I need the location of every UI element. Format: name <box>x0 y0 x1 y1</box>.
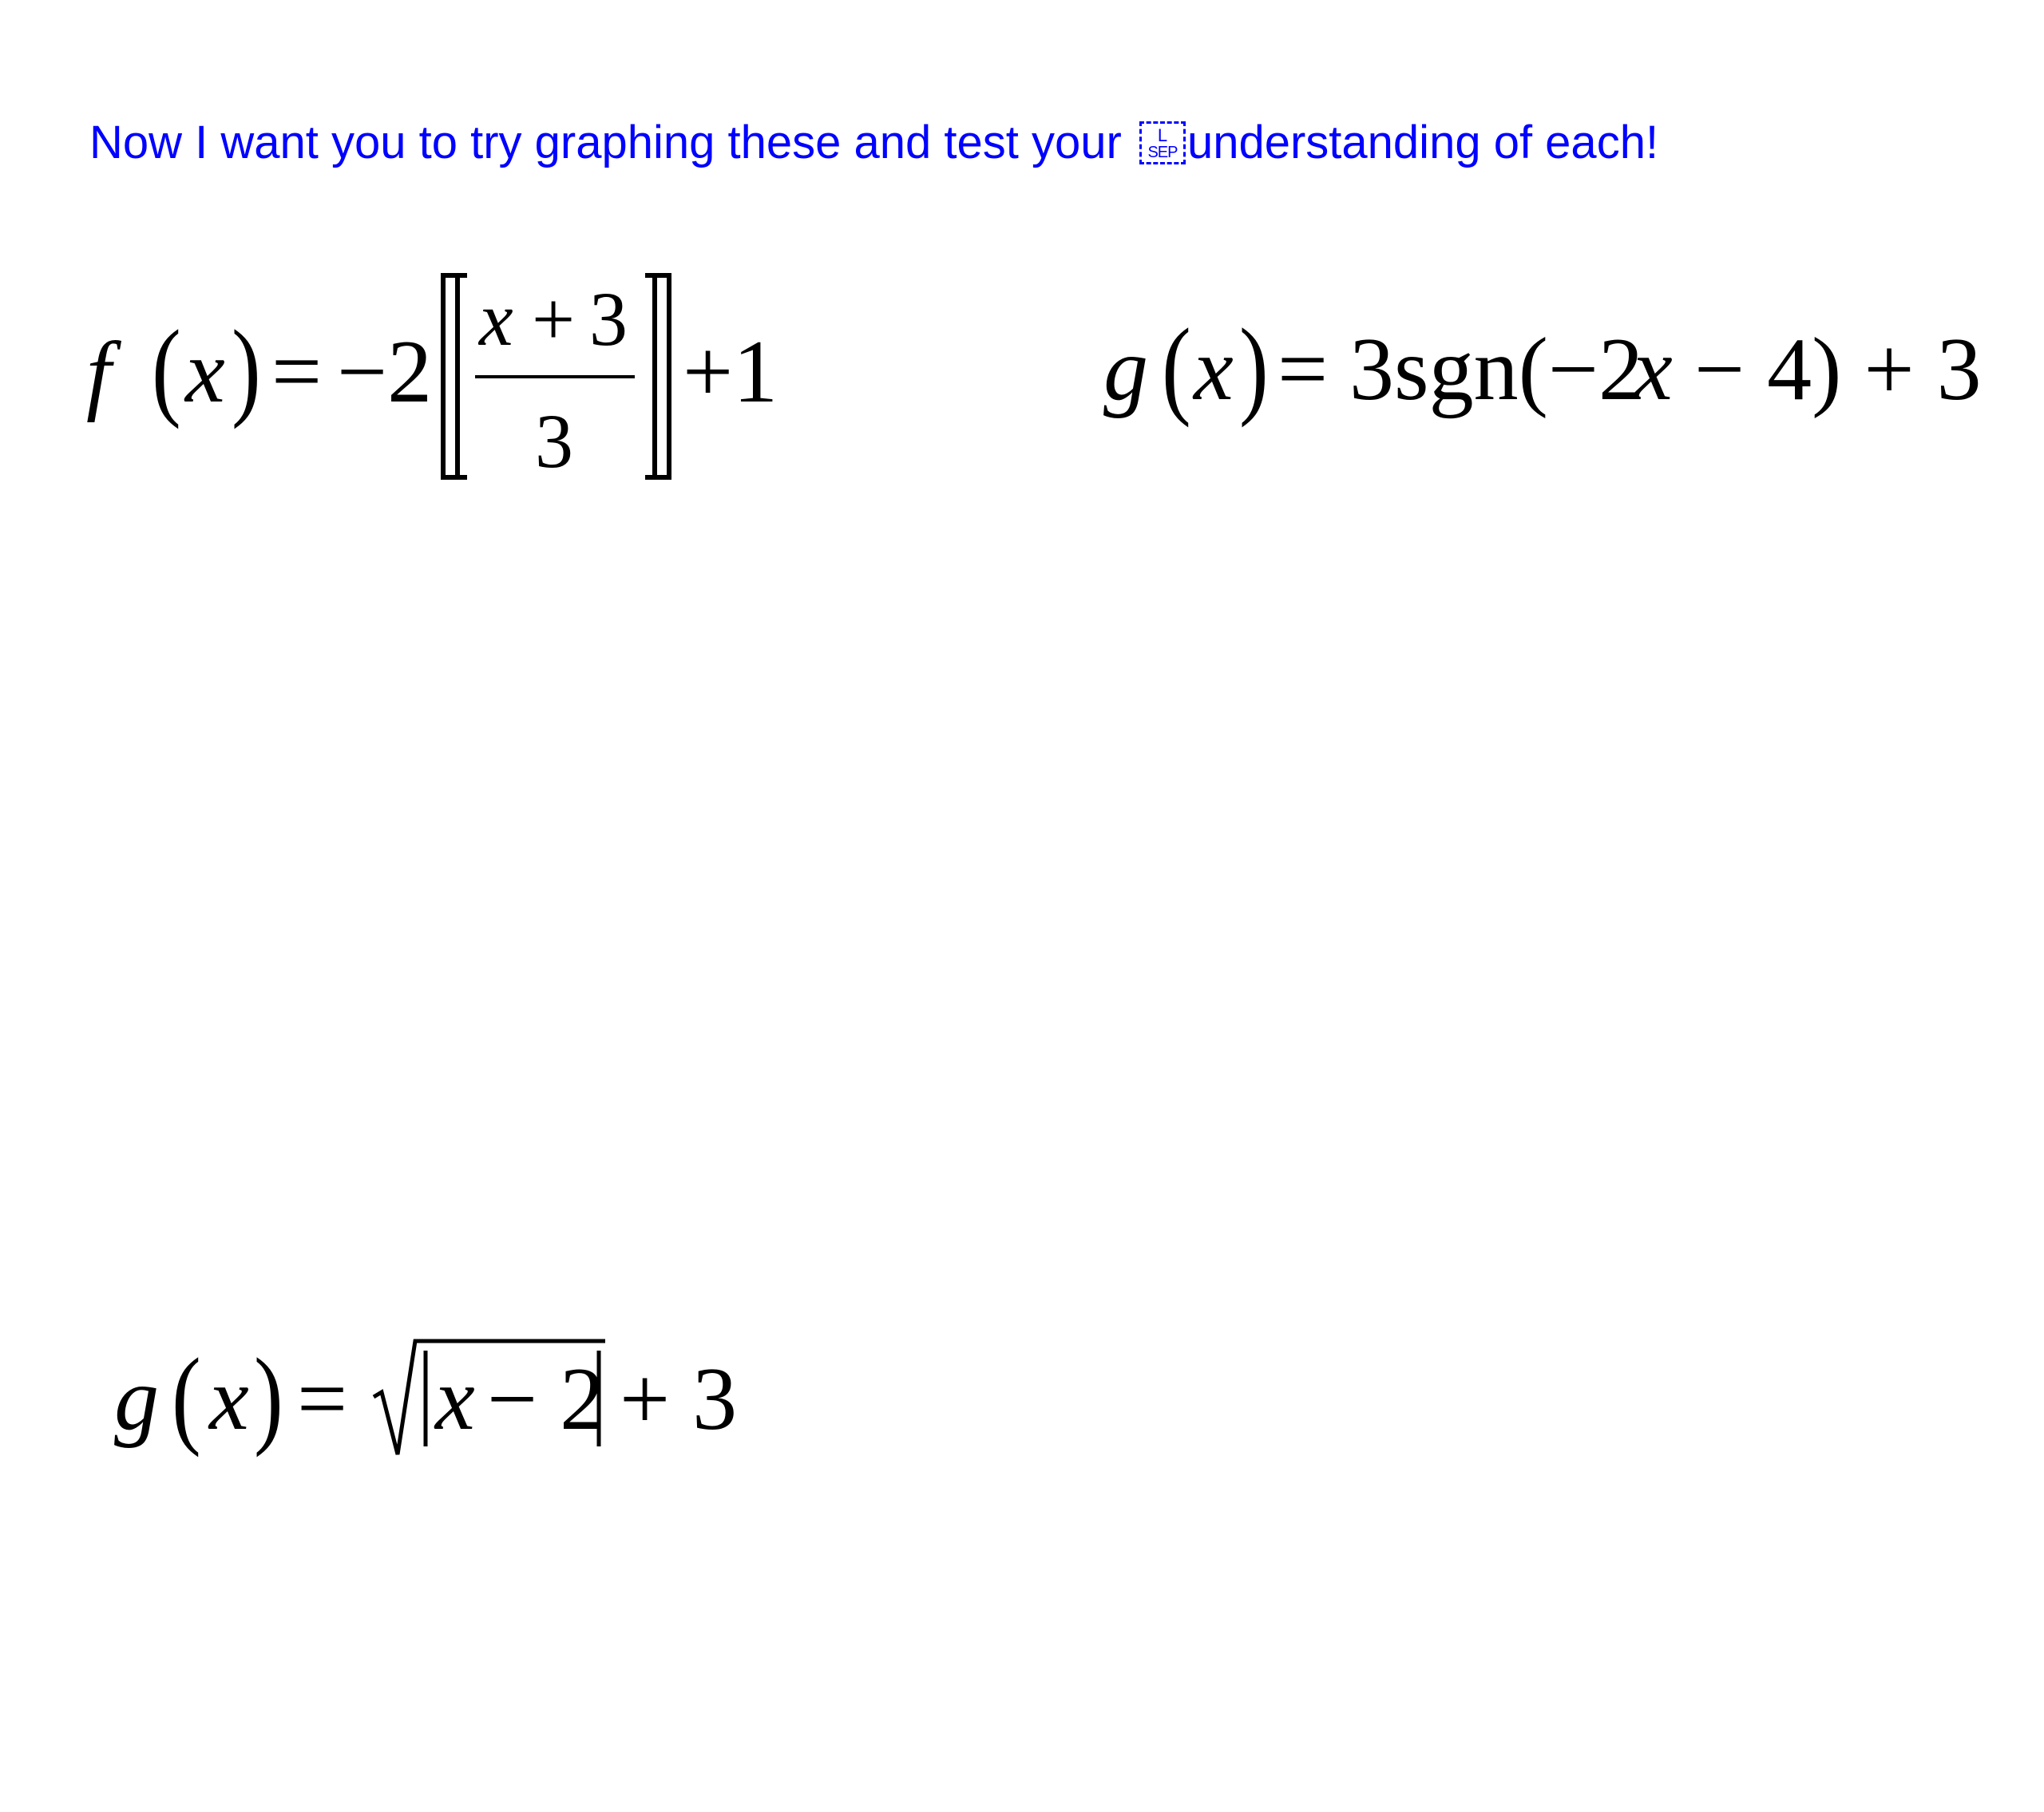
eq-f-tail: +1 <box>683 322 778 421</box>
eq-f-numerator-plus: + <box>532 276 576 362</box>
equation-g-signum <box>1070 0 2044 519</box>
heading-text-before: Now I want you to try graphing these and test your <box>89 117 1122 168</box>
eq-f-numerator-variable: x <box>479 276 513 362</box>
eq-g1-left-paren: ( <box>1162 307 1191 429</box>
eq-f-coefficient: −2 <box>337 322 433 421</box>
eq-g2-inner-variable: x <box>435 1350 475 1449</box>
eq-f-left-double-bracket <box>443 275 467 477</box>
eq-g2-left-paren: ( <box>172 1336 201 1458</box>
eq-f-numerator-const: 3 <box>589 276 628 362</box>
eq-g2-right-paren: ) <box>254 1336 283 1458</box>
eq-g2-variable: x <box>209 1350 249 1449</box>
eq-f-left-paren: ( <box>152 308 181 430</box>
eq-g1-function-name: g <box>1103 320 1148 419</box>
heading-text-after: understanding of each! <box>1186 117 1659 168</box>
eq-g2-equals: = <box>297 1350 348 1449</box>
eq-g1-rest: − 4) + 3 <box>1694 320 1982 419</box>
eq-g1-variable: x <box>1194 320 1234 419</box>
eq-g2-tail: + 3 <box>620 1350 738 1449</box>
eq-g1-inner-variable: x <box>1633 320 1673 419</box>
eq-f-equals: = <box>271 322 323 421</box>
eq-f-function-name: f <box>86 324 112 423</box>
eq-f-variable: x <box>185 322 225 421</box>
eq-f-denominator: 3 <box>535 398 573 484</box>
equation-f-greatest-integer <box>0 0 798 519</box>
equation-g-sqrt-absolute <box>0 1277 798 1517</box>
line-separator-glyph: L SEP <box>1139 121 1186 164</box>
eq-g1-equals: = <box>1278 320 1329 419</box>
eq-g2-function-name: g <box>114 1350 159 1449</box>
eq-g2-inner-rest: − 2 <box>487 1350 605 1449</box>
eq-f-right-paren: ) <box>232 308 261 430</box>
eq-g1-right-paren: ) <box>1239 307 1269 429</box>
eq-f-right-double-bracket <box>645 275 669 477</box>
eq-g1-coefficient: 3sgn(−2 <box>1349 320 1644 419</box>
